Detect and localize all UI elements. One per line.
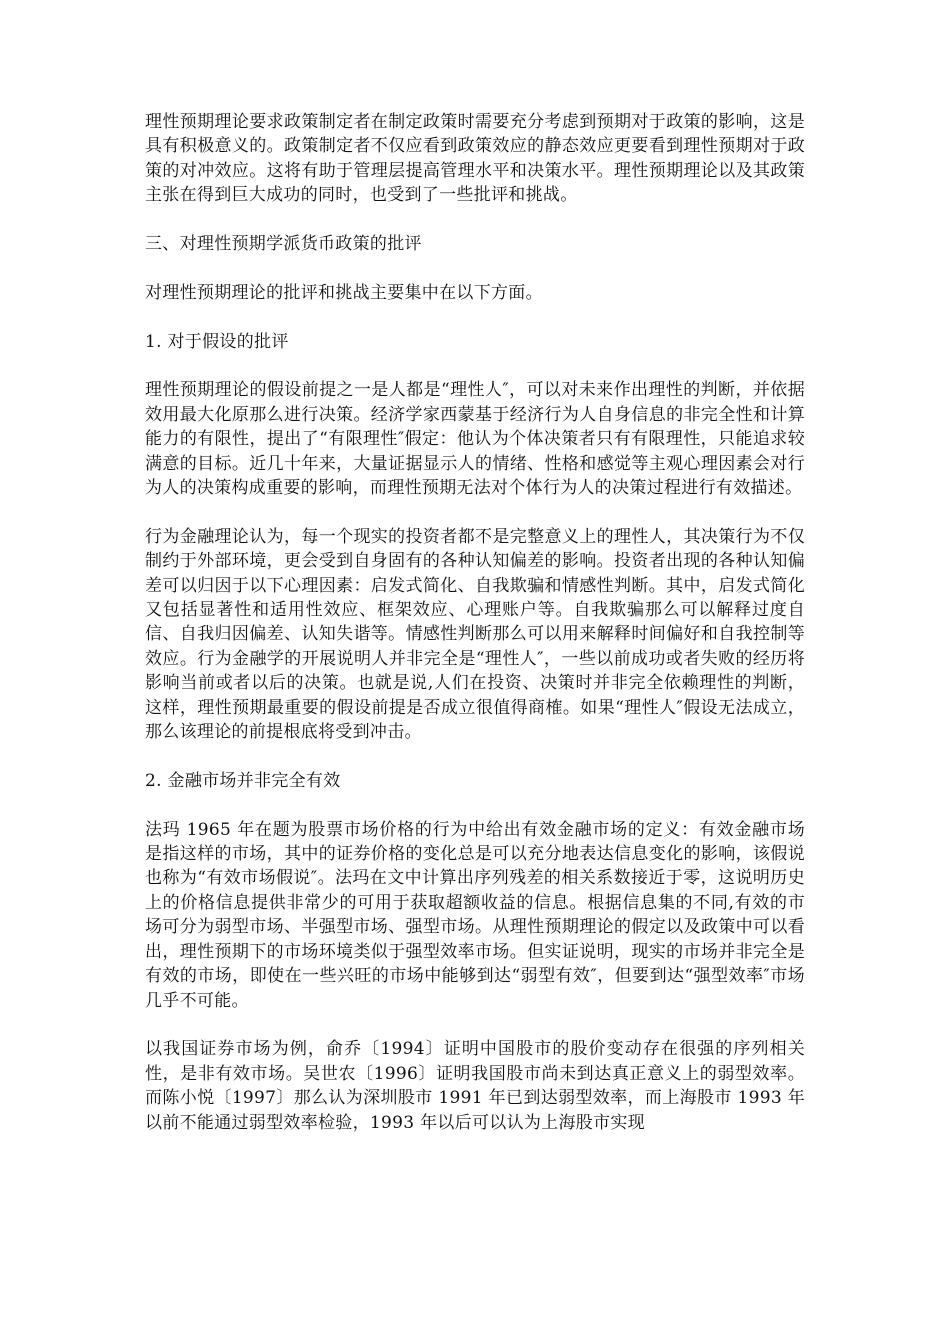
document-body — [145, 110, 805, 1135]
paragraph-china-market: 以我国证券市场为例，俞乔〔1994〕证明中国股市的股价变动存在很强的序列相关性，是非有效市场。吴世农〔1996〕证明我国股市尚未到达真正意义上的弱型效率。而陈小悦〔1997〕那么认为深圳股市 1991 年已到达弱型效率，而上海股市 1993 年以前不能通过弱型效率检验，1993 年以后可以认为上海股市实现 — [145, 1039, 805, 1133]
paragraph-efficient-market: 法玛 1965 年在题为股票市场价格的行为中给出有效金融市场的定义：有效金融市场是指这样的市场，其中的证券价格的变化总是可以充分地表达信息变化的影响，该假说也称为“有效市场假说″。法玛在文中计算出序列残差的相关系数接近于零，这说明历史上的价格信息提供非常少的可用于获取超额收益的信息。根据信息集的不同,有效的市场可分为弱型市场、半强型市场、强型市场。从理性预期理论的假定以及政策中可以看出，理性预期下的市场环境类似于强型效率市场。但实证说明，现实的市场并非完全是有效的市场，即使在一些兴旺的市场中能够到达“弱型有效″，但要到达“强型效率″市场几乎不可能。 — [145, 819, 805, 1011]
paragraph-behavioral-finance: 行为金融理论认为，每一个现实的投资者都不是完整意义上的理性人，其决策行为不仅制约于外部环境，更会受到自身固有的各种认知偏差的影响。投资者出现的各种认知偏差可以归因于以下心理因素：启发式简化、自我欺骗和情感性判断。其中，启发式简化又包括显著性和适用性效应、框架效应、心理账户等。自我欺骗那么可以解释过度自信、自我归因偏差、认知失谐等。情感性判断那么可以用来解释时间偏好和自我控制等效应。行为金融学的开展说明人并非完全是“理性人″，一些以前成功或者失败的经历将影响当前或者以后的决策。也就是说,人们在投资、决策时并非完全依赖理性的判断，这样，理性预期最重要的假设前提是否成立很值得商榷。如果“理性人″假设无法成立，那么该理论的前提根底将受到冲击。 — [145, 526, 805, 743]
subheading-market-efficiency: 2. 金融市场并非完全有效 — [145, 770, 341, 791]
subheading-assumption-criticism: 1. 对于假设的批评 — [145, 331, 289, 352]
paragraph-rational-person: 理性预期理论的假设前提之一是人都是“理性人″，可以对未来作出理性的判断，并依据效用最大化原那么进行决策。经济学家西蒙基于经济行为人自身信息的非完全性和计算能力的有限性，提出了“有限理性″假定：他认为个体决策者只有有限理性，只能追求较满意的目标。近几十年来，大量证据显示人的情绪、性格和感觉等主观心理因素会对行为人的决策构成重要的影响，而理性预期无法对个体行为人的决策过程进行有效描述。 — [145, 380, 805, 499]
section-heading-criticism: 三、对理性预期学派货币政策的批评 — [145, 234, 422, 255]
paragraph-criticism-intro: 对理性预期理论的批评和挑战主要集中在以下方面。 — [145, 282, 543, 303]
paragraph-policy-significance: 理性预期理论要求政策制定者在制定政策时需要充分考虑到预期对于政策的影响，这是具有积极意义的。政策制定者不仅应看到政策效应的静态效应更要看到理性预期对于政策的对冲效应。这将有助于管理层提高管理水平和决策水平。理性预期理论以及其政策主张在得到巨大成功的同时，也受到了一些批评和挑战。 — [145, 112, 805, 206]
